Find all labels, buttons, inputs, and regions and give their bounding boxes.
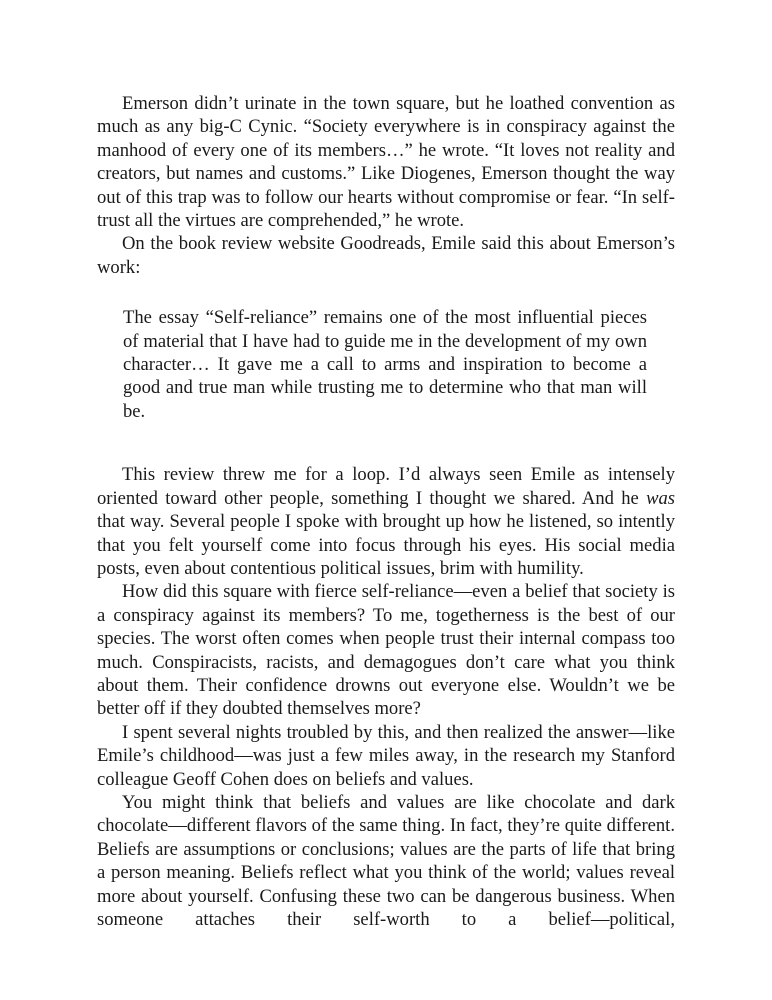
book-page: [97, 92, 675, 931]
paragraph-review-reaction-text-1: This review threw me for a loop. I’d always seen Emile as intensely oriented toward other people, something I thought we shared. And he: [97, 464, 675, 509]
paragraph-review-reaction-text-2: that way. Several people I spoke with brought up how he listened, so intently that you felt yourself come into focus through his eyes. His social media posts, even about contentious political issues, brim with humility.: [97, 511, 675, 579]
paragraph-self-reliance-question: How did this square with fierce self-reliance—even a belief that society is a conspiracy against its members? To me, togetherness is the best of our species. The worst often comes when people trust their internal compass too much. Conspiracists, racists, and demagogues don’t care what you think about them. Their confidence drowns out everyone else. Wouldn’t we be better off if they doubted themselves more?: [97, 581, 675, 720]
paragraph-beliefs-values: You might think that beliefs and values are like chocolate and dark chocolate—different flavors of the same thing. In fact, they’re quite different. Beliefs are assumptions or conclusions; values are the parts of life that bring a person meaning. Beliefs reflect what you think of the world; values reveal more about yourself. Confusing these two can be dangerous business. When someone attaches their self-worth to a belief—political,: [97, 791, 675, 930]
paragraph-emerson-convention: Emerson didn’t urinate in the town square, but he loathed convention as much as any big-C Cynic. “Society everywhere is in conspiracy against the manhood of every one of its members…” he wrote. “It loves not reality and creators, but names and customs.” Like Diogenes, Emerson thought the way out of this trap was to follow our hearts without compromise or fear. “In self-trust all the virtues are comprehended,” he wrote.: [97, 93, 675, 232]
block-quote-review: The essay “Self-reliance” remains one of the most influential pieces of material that I have had to guide me in the development of my own character… It gave me a call to arms and inspiration to become a good and true man while trusting me to determine who that man will be.: [123, 307, 647, 422]
emphasis-was: was: [646, 487, 675, 509]
paragraph-goodreads-intro: On the book review website Goodreads, Emile said this about Emerson’s work:: [97, 233, 675, 278]
paragraph-review-reaction: [97, 463, 675, 580]
paragraph-realization: I spent several nights troubled by this, and then realized the answer—like Emile’s childhood—was just a few miles away, in the research my Stanford colleague Geoff Cohen does on beliefs and values.: [97, 721, 675, 790]
